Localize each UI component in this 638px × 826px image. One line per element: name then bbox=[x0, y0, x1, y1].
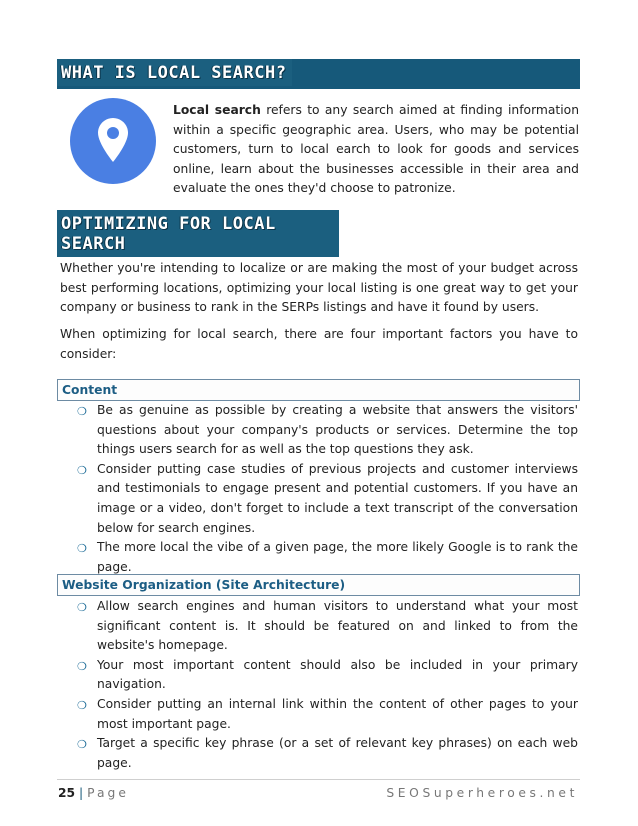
section-banner-what-is-local-search bbox=[57, 59, 580, 89]
hollow-square-bullet-icon: ❍ bbox=[77, 738, 87, 752]
hollow-square-bullet-icon: ❍ bbox=[77, 698, 87, 712]
hollow-square-bullet-icon: ❍ bbox=[77, 601, 87, 614]
hollow-square-bullet-icon: ❍ bbox=[77, 542, 87, 556]
list-item bbox=[77, 734, 578, 773]
organization-bullet-list bbox=[77, 597, 578, 773]
list-item-text: Consider putting an internal link within the content of other pages to your most important page. bbox=[97, 696, 578, 731]
footer-site-name: SEOSuperheroes.net bbox=[386, 786, 578, 800]
intro-text: refers to any search aimed at finding information within a specific geographic area. Users, who may be potential customers, turn to local earch to look for goods and services online, learn about the businesses accessible in their area and evaluate the ones they'd choose to patronize. bbox=[173, 103, 579, 196]
section-title: OPTIMIZING FOR LOCAL SEARCH bbox=[57, 210, 339, 257]
list-item-text: Your most important content should also be included in your primary navigation. bbox=[97, 657, 578, 692]
hollow-square-bullet-icon: ❍ bbox=[77, 405, 87, 418]
footer-divider bbox=[57, 779, 580, 780]
list-item bbox=[77, 538, 578, 577]
section-banner-optimizing bbox=[57, 210, 339, 254]
list-item-text: Target a specific key phrase (or a set of relevant key phrases) on each web page. bbox=[97, 736, 578, 770]
body-paragraph: Whether you're intending to localize or are making the most of your budget across best performing locations, optimizing your local listing is one great way to get your company or business to rank in the SERPs listings and have it found by users. bbox=[60, 261, 578, 315]
list-item bbox=[77, 460, 578, 538]
hollow-square-bullet-icon: ❍ bbox=[77, 463, 87, 477]
section-title: WHAT IS LOCAL SEARCH? bbox=[57, 59, 292, 86]
list-item bbox=[77, 656, 578, 695]
list-item-text: Allow search engines and human visitors to understand what your most significant content is. It should be featured on and linked to from the website's homepage. bbox=[97, 599, 578, 653]
page-number bbox=[58, 786, 129, 800]
list-item bbox=[77, 695, 578, 734]
intro-term: Local search bbox=[173, 103, 261, 117]
content-bullet-list bbox=[77, 401, 578, 577]
intro-paragraph bbox=[173, 101, 579, 199]
body-paragraph: When optimizing for local search, there are four important factors you have to consider: bbox=[60, 327, 578, 361]
list-item-text: Be as genuine as possible by creating a website that answers the visitors' questions about your company's products or services. Determine the top things users search for as well as the top questions they ask. bbox=[97, 403, 578, 457]
subsection-heading-content: Content bbox=[57, 379, 580, 401]
page-number-value: 25 bbox=[58, 786, 76, 800]
page-label: Page bbox=[87, 786, 129, 800]
list-item-text: Consider putting case studies of previous projects and customer interviews and testimonials to engage present and potential customers. If you have an image or a video, don't forget to include a text transcript of the conversation below for search engines. bbox=[97, 461, 578, 535]
map-pin-icon bbox=[70, 98, 156, 184]
list-item bbox=[77, 597, 578, 656]
list-item-text: The more local the vibe of a given page, the more likely Google is to rank the page. bbox=[97, 540, 578, 574]
subsection-heading-site-architecture: Website Organization (Site Architecture) bbox=[57, 574, 580, 596]
list-item bbox=[77, 401, 578, 460]
page-number-separator: | bbox=[79, 786, 84, 800]
hollow-square-bullet-icon: ❍ bbox=[77, 659, 87, 673]
